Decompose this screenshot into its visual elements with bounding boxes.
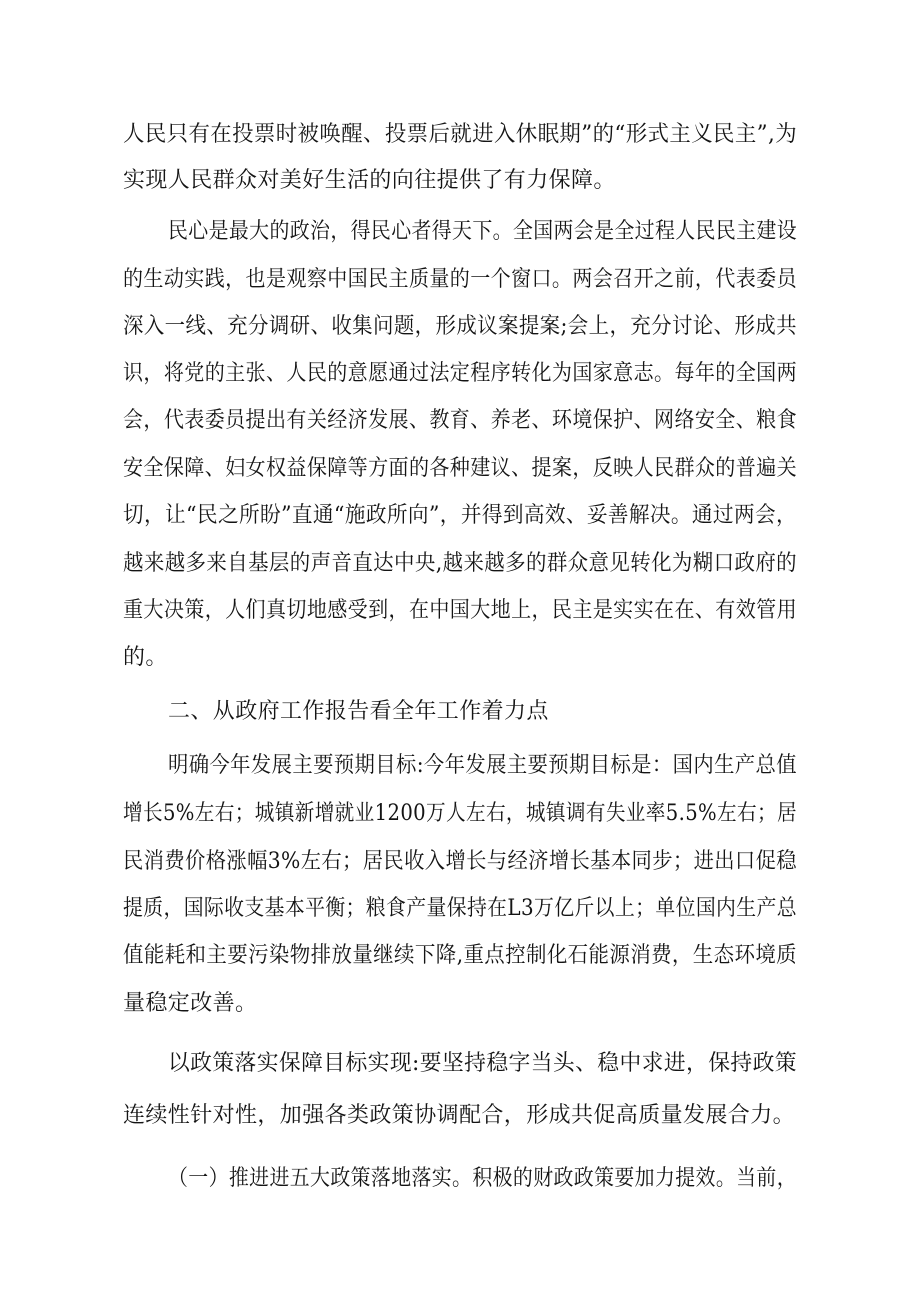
heading-text: 二、从政府工作报告看全年工作着力点: [168, 699, 549, 724]
section-heading: [0, 698, 920, 726]
line-text: 连续性针对性，加强各类政策协调配合，形成共促高质量发展合力。: [123, 1103, 796, 1128]
line-text: 越来越多来自基层的声音直达中央,越来越多的群众意见转化为糊口政府的: [123, 551, 798, 576]
line-text: 明确今年发展主要预期目标:今年发展主要预期目标是：国内生产总值: [168, 753, 797, 778]
text-line: [0, 455, 920, 483]
text-line: [0, 895, 920, 923]
line-text: 深入一线、充分调研、收集问题，形成议案提案;会上，充分讨论、形成共: [123, 314, 797, 339]
line-text: 会，代表委员提出有关经济发展、教育、养老、环境保护、网络安全、粮食: [123, 408, 798, 433]
line-text: 识，将党的主张、人民的意愿通过法定程序转化为国家意志。每年的全国两: [123, 361, 798, 386]
line-text: 的。: [123, 645, 168, 670]
line-text: 值能耗和主要污染物排放量继续下降,重点控制化石能源消费，生态环境质: [123, 943, 798, 968]
text-line: [0, 550, 920, 578]
text-line: [0, 1102, 920, 1130]
text-line: [0, 313, 920, 341]
line-text: 重大决策，人们真切地感受到，在中国大地上，民主是实实在在、有效管用: [123, 598, 798, 623]
line-text: 以政策落实保障目标实现:要坚持稳字当头、稳中求进，保持政策: [168, 1051, 797, 1076]
line-text: 实现人民群众对美好生活的向往提供了有力保障。: [123, 168, 616, 193]
text-line: [0, 407, 920, 435]
line-text: 人民只有在投票时被唤醒、投票后就进入休眠期”的“形式主义民主”,为: [123, 122, 798, 147]
line-text: 切，让“民之所盼”直通“施政所向”，并得到高效、妥善解决。通过两会，: [123, 503, 797, 528]
line-text: （一）推进进五大政策落地落实。积极的财政政策要加力提效。当前，: [168, 1166, 797, 1191]
text-line: [0, 800, 920, 828]
paragraph-first-line: [0, 1050, 920, 1078]
text-line: [0, 848, 920, 876]
text-line: [0, 167, 920, 195]
line-text: 量稳定改善。: [123, 991, 258, 1016]
text-line: [0, 597, 920, 625]
line-text: 安全保障、妇女权益保障等方面的各种建议、提案，反映人民群众的普遍关: [123, 456, 798, 481]
line-text: 民心是最大的政治，得民心者得天下。全国两会是全过程人民民主建设: [168, 219, 797, 244]
text-line: [0, 266, 920, 294]
text-line: [0, 121, 920, 149]
text-line: [0, 502, 920, 530]
paragraph-first-line: [0, 1165, 920, 1193]
text-line: [0, 990, 920, 1018]
line-text: 增长5%左右；城镇新增就业1200万人左右，城镇调有失业率5.5%左右；居: [123, 801, 797, 826]
line-text: 提质，国际收支基本平衡；粮食产量保持在L3万亿斤以上；单位国内生产总: [123, 896, 797, 921]
paragraph-first-line: [0, 752, 920, 780]
line-text: 民消费价格涨幅3%左右；居民收入增长与经济增长基本同步；进出口促稳: [123, 849, 797, 874]
line-text: 的生动实践，也是观察中国民主质量的一个窗口。两会召开之前，代表委员: [123, 267, 798, 292]
paragraph-first-line: [0, 218, 920, 246]
text-line: [0, 644, 920, 672]
text-line: [0, 360, 920, 388]
text-line: [0, 942, 920, 970]
